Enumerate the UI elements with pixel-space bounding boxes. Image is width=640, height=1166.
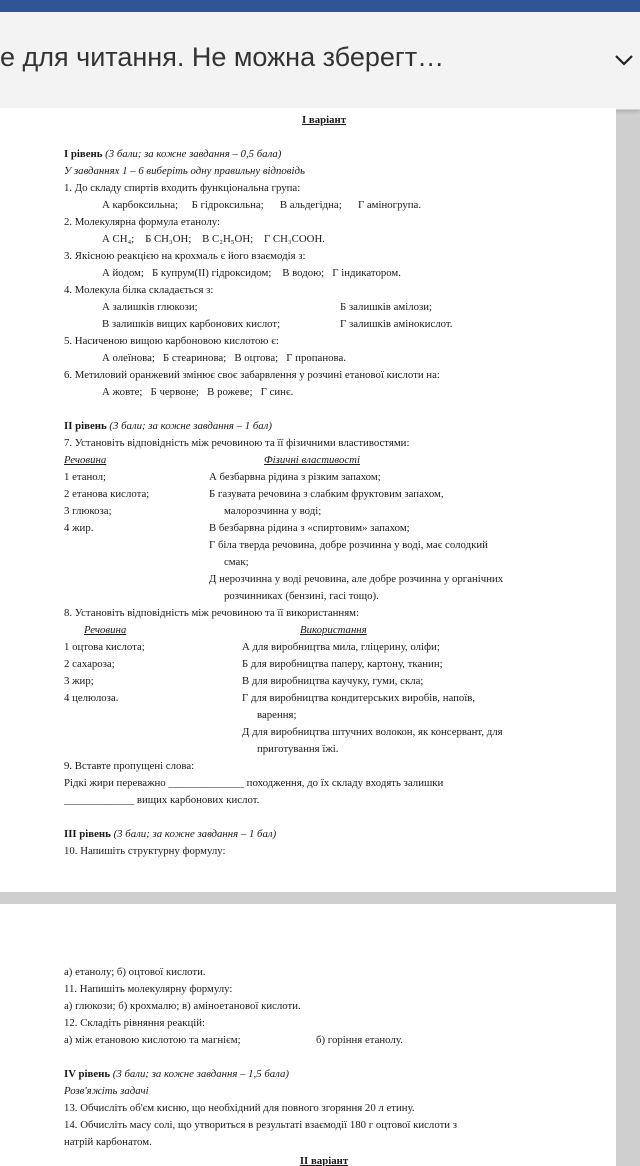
- question-8-row: 2 сахароза; Б для виробництва паперу, картону, тканин;: [64, 658, 443, 670]
- page-1-content: [64, 112, 584, 860]
- question-10: 10. Напишіть структурну формулу:: [64, 845, 226, 857]
- question-9: 9. Вставте пропущені слова:: [64, 760, 195, 772]
- question-9-text-2: _____________ вищих карбонових кислот.: [64, 794, 260, 806]
- question-7-row: 3 глюкоза; малорозчинна у воді;: [64, 505, 322, 517]
- page-2-content: [64, 964, 584, 1166]
- question-1: 1. До складу спиртів входить функціональна група:: [64, 182, 301, 194]
- question-9-text-1: Рідкі жири переважно ______________ походження, до їх складу входять залишки: [64, 777, 444, 789]
- question-12: 12. Складіть рівняння реакцій:: [64, 1017, 206, 1029]
- question-3-options: А йодом; Б купрум(ІІ) гідроксидом; В водою; Г індикатором.: [102, 267, 401, 279]
- question-2: 2. Молекулярна формула етанолу:: [64, 216, 220, 228]
- question-11-options: а) глюкози; б) крохмалю; в) аміноетанової кислоти.: [64, 1000, 301, 1012]
- question-7-row: 4 жир. В безбарвна рідина з «спиртовим» запахом;: [64, 522, 410, 534]
- question-7-row: розчинниках (бензині, гасі тощо).: [224, 590, 379, 602]
- question-5: 5. Насиченою вищою карбоновою кислотою є:: [64, 335, 279, 347]
- banner-message: е для читання. Не можна зберегт…: [0, 42, 445, 72]
- question-13: 13. Обчисліть об'єм кисню, що необхідний для повного згоряння 20 л етину.: [64, 1102, 415, 1114]
- question-8-row: варення;: [257, 709, 297, 721]
- level-1-header: І рівень (3 бали; за кожне завдання – 0,5 бала): [64, 148, 282, 160]
- question-8-row: Д для виробництва штучних волокон, як консервант, для: [242, 726, 503, 738]
- question-8-row: приготування їжі.: [257, 743, 339, 755]
- question-4-options-row-1: А залишків глюкози; Б залишків амілози;: [102, 301, 433, 313]
- question-8-row: 1 оцтова кислота; А для виробництва мила, гліцерину, оліфи;: [64, 641, 440, 653]
- question-8-row: 3 жир; В для виробництва каучуку, гуми, скла;: [64, 675, 424, 687]
- question-2-options: А CH₄; Б CH₃OH; В C₂H₅OH; Г CH₃COOH.: [102, 233, 325, 245]
- document-page-1: [0, 108, 616, 892]
- level-1-instruction: У завданнях 1 – 6 виберіть одну правильну відповідь: [64, 165, 305, 177]
- question-3: 3. Якісною реакцією на крохмаль є його взаємодія з:: [64, 250, 306, 262]
- question-14-cont: натрій карбонатом.: [64, 1136, 152, 1148]
- question-6-options: А жовте; Б червоне; В рожеве; Г синє.: [102, 386, 294, 398]
- question-8: 8. Установіть відповідність між речовиною та її використанням:: [64, 607, 360, 619]
- question-4: 4. Молекула білка складається з:: [64, 284, 214, 296]
- question-11: 11. Напишіть молекулярну формулу:: [64, 983, 233, 995]
- question-4-options-row-2: В залишків вищих карбонових кислот; Г залишків амінокислот.: [102, 318, 453, 330]
- chevron-down-icon[interactable]: [612, 48, 636, 72]
- variant-1-title: І варіант: [301, 114, 347, 126]
- question-7-row: 2 етанова кислота; Б газувата речовина з слабким фруктовим запахом,: [64, 488, 444, 500]
- read-only-banner[interactable]: [0, 12, 640, 110]
- level-3-header: ІІІ рівень (3 бали; за кожне завдання – 1 бал): [64, 828, 277, 840]
- question-6: 6. Метиловий оранжевий змінює своє забарвлення у розчині етанової кислоти на:: [64, 369, 440, 381]
- level-2-header: ІІ рівень (3 бали; за кожне завдання – 1 бал): [64, 420, 272, 432]
- variant-2-title: ІІ варіант: [299, 1155, 349, 1166]
- question-10-options: а) етанолу; б) оцтової кислоти.: [64, 966, 206, 978]
- question-12-options: а) між етановою кислотою та магнієм; б) горіння етанолу.: [64, 1034, 403, 1046]
- question-7-row: Г біла тверда речовина, добре розчинна у воді, має солодкий: [209, 539, 488, 551]
- question-1-options: А карбоксильна; Б гідроксильна; В альдегідна; Г аміногрупа.: [102, 199, 422, 211]
- question-7-row: 1 етанол; А безбарвна рідина з різким запахом;: [64, 471, 381, 483]
- question-7-row: смак;: [224, 556, 249, 568]
- top-app-bar: [0, 0, 640, 12]
- question-7-row: Д нерозчинна у воді речовина, але добре розчинна у органічних: [209, 573, 504, 585]
- document-page-2: [0, 904, 616, 1166]
- question-5-options: А олеїнова; Б стеаринова; В оцтова; Г пропанова.: [102, 352, 346, 364]
- question-14: 14. Обчисліть масу солі, що утвориться в результаті взаємодії 180 г оцтової кислоти з: [64, 1119, 458, 1131]
- level-4-instruction: Розв'яжіть задачі: [64, 1085, 149, 1097]
- question-8-row: 4 целюлоза. Г для виробництва кондитерських виробів, напоїв,: [64, 692, 476, 704]
- question-7: 7. Установіть відповідність між речовиною та її фізичними властивостями:: [64, 437, 410, 449]
- question-7-header: Речовина Фізичні властивості: [64, 454, 360, 466]
- question-8-header: Речовина Використання: [84, 624, 367, 636]
- level-4-header: IV рівень (3 бали; за кожне завдання – 1,5 бала): [64, 1068, 289, 1080]
